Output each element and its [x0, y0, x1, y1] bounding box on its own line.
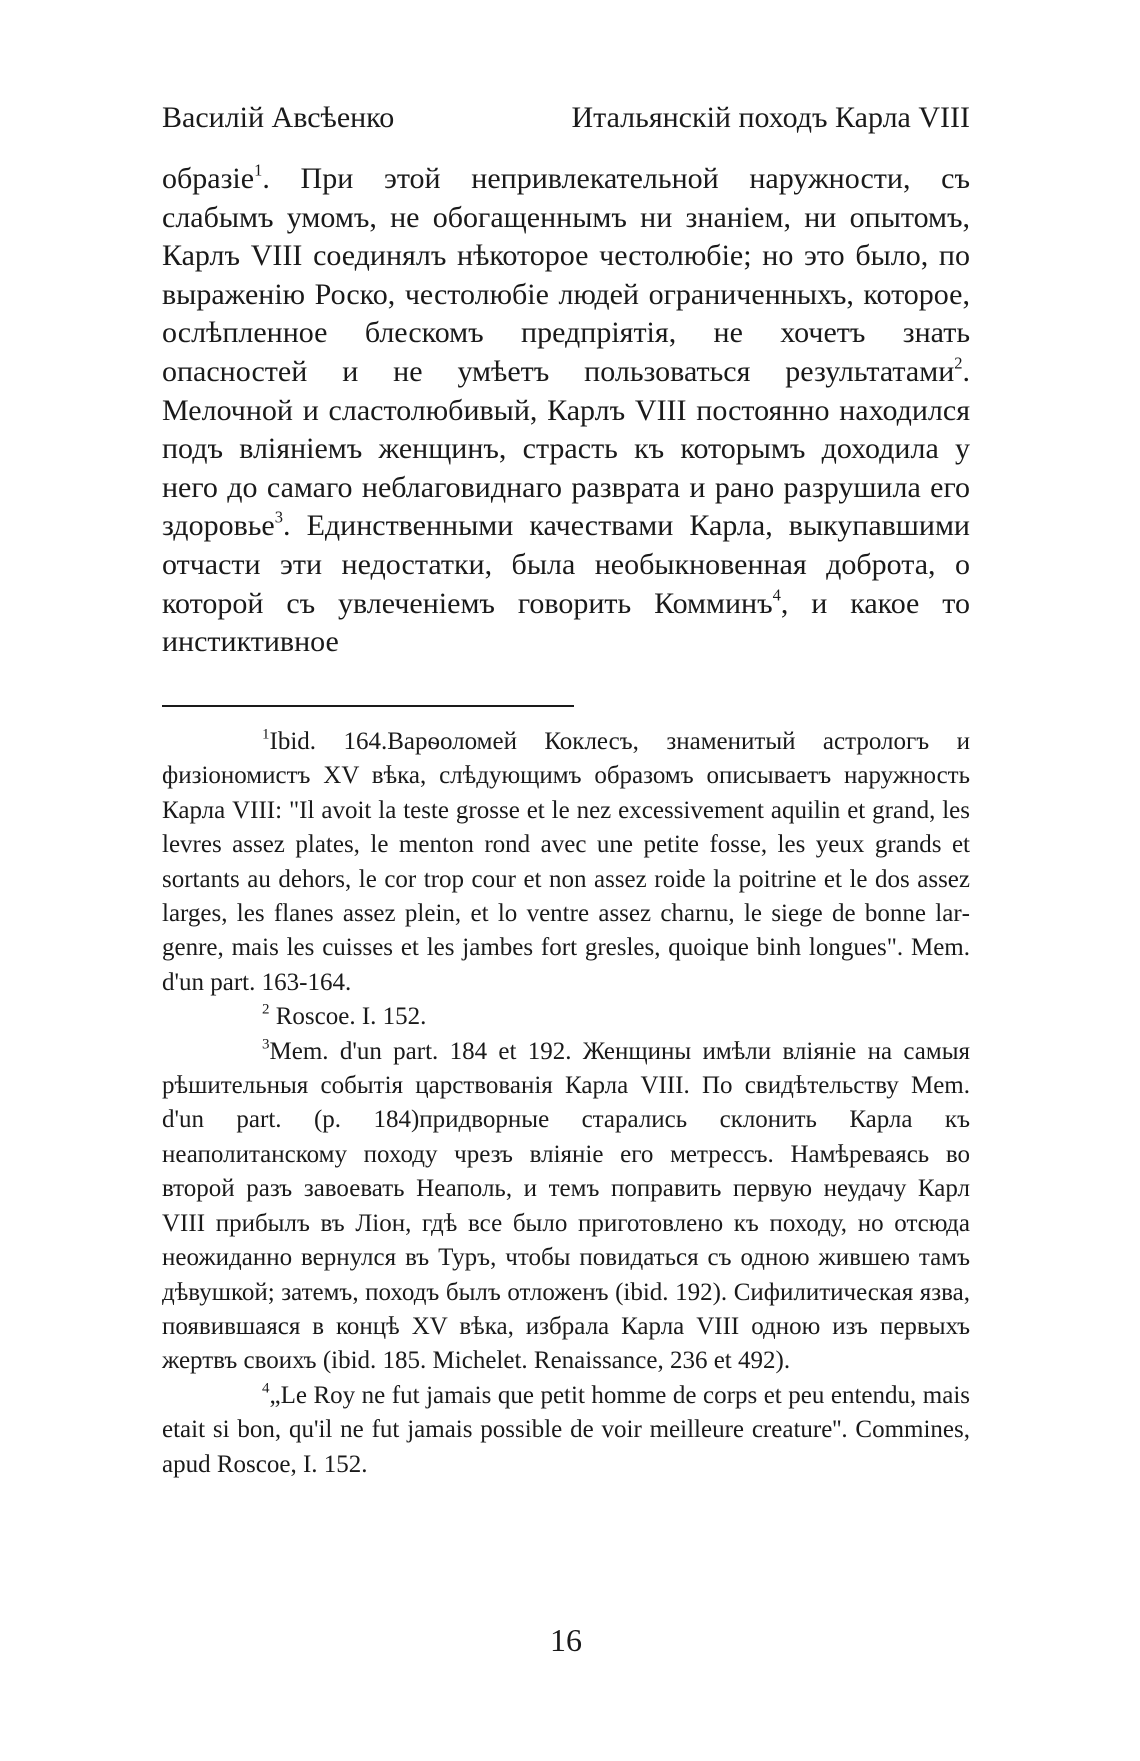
- footnote-ref-1: 1: [254, 160, 263, 180]
- footnote-ref-3: 3: [274, 507, 283, 527]
- footnote-4: [162, 1379, 970, 1482]
- main-text-segment: . Мелочной и сластолюбивый, Карлъ VIII постоянно находился подъ вліяніемъ женщинъ, страсть къ которымъ доходила у него до самаго неблаговиднаго разврата и рано разрушила его здоровье: [162, 354, 970, 543]
- footnote-1: [162, 725, 970, 1000]
- footnote-text: Ibid. 164.Варѳоломей Коклесъ, знаменитый астрологъ и физіономистъ XV вѣка, слѣдующимъ образомъ описываетъ наружность Карла VIII: "Il avoit la teste grosse et le nez excessivement aquilin et grand, les levres assez plates, le menton rond avec une petite fosse, les yeux grands et sortants au dehors, le cor trop cour et non assez roide la poitrine et le dos assez larges, les flanes assez plein, et lo ventre assez charnu, le siege de bonne largenre, mais les cuisses et les jambes fort gresles, quoique binh longues". Mem. d'un part. 163-164.: [162, 728, 970, 996]
- header-title: Итальянскій походъ Карла VIII: [571, 101, 970, 134]
- main-text-segment: . Единственными качествами Карла, выкупавшими отчасти эти недостатки, была необыкновенная доброта, о которой съ увлеченіемъ говорить Комминъ: [162, 509, 970, 620]
- footnote-number: 1: [262, 726, 270, 743]
- footnote-number: 4: [262, 1380, 270, 1397]
- footnote-2: [162, 1000, 970, 1034]
- header-author: Василій Авсѣенко: [162, 101, 395, 134]
- page-number: 16: [550, 1622, 582, 1658]
- footnote-text: „Le Roy ne fut jamais que petit homme de corps et peu entendu, mais etait si bon, qu'il ne fut jamais possible de voir meilleure creature''. Commines, apud Roscoe, I. 152.: [162, 1381, 970, 1478]
- main-text: [162, 160, 970, 662]
- footnote-ref-4: 4: [772, 585, 781, 605]
- footnote-number: 3: [262, 1036, 270, 1053]
- main-text-segment: образіе: [162, 162, 255, 195]
- book-page: [162, 0, 970, 1761]
- footnote-number: 2: [262, 1001, 270, 1018]
- running-header: [162, 98, 970, 138]
- main-text-segment: . При этой непривлекательной наружности, съ слабымъ умомъ, не обогащеннымъ ни знаніем, ни опытомъ, Карлъ VIII соединялъ нѣкоторое честолюбіе; но это было, по выраженію Роско, честолюбіе людей ограниченныхъ, которое, ослѣпленное блескомъ предпріятія, не хочетъ знать опасностей и не умѣетъ пользоваться результатами: [162, 162, 970, 388]
- footnotes: [162, 725, 970, 1482]
- footnote-divider: [162, 705, 574, 707]
- footnote-text: Roscoe. I. 152.: [269, 1003, 427, 1031]
- footnote-3: [162, 1035, 970, 1379]
- main-text-segment: , и какое то инстиктивное: [162, 586, 970, 659]
- footnote-ref-2: 2: [954, 353, 963, 373]
- main-paragraph: [162, 160, 970, 662]
- footnote-text: Mem. d'un part. 184 et 192. Женщины имѣли вліяніе на самыя рѣшительныя событія царствованія Карла VIII. По свидѣтельству Mem. d'un part. (p. 184)придворные старались склонить Карла къ неаполитанскому походу чрезъ вліяніе его метрессъ. Намѣреваясь во второй разъ завоевать Неаполь, и темъ поправить первую неудачу Карл VIII прибылъ въ Ліон, гдѣ все было приготовлено къ походу, но отсюда неожиданно вернулся въ Туръ, чтобы повидаться съ одною жившею тамъ дѣвушкой; затемъ, походъ былъ отложенъ (ibid. 192). Сифилитическая язва, появившаяся в концѣ XV вѣка, избрала Карла VIII одною изъ первыхъ жертвъ своихъ (ibid. 185. Michelet. Renaissance, 236 et 492).: [162, 1037, 970, 1375]
